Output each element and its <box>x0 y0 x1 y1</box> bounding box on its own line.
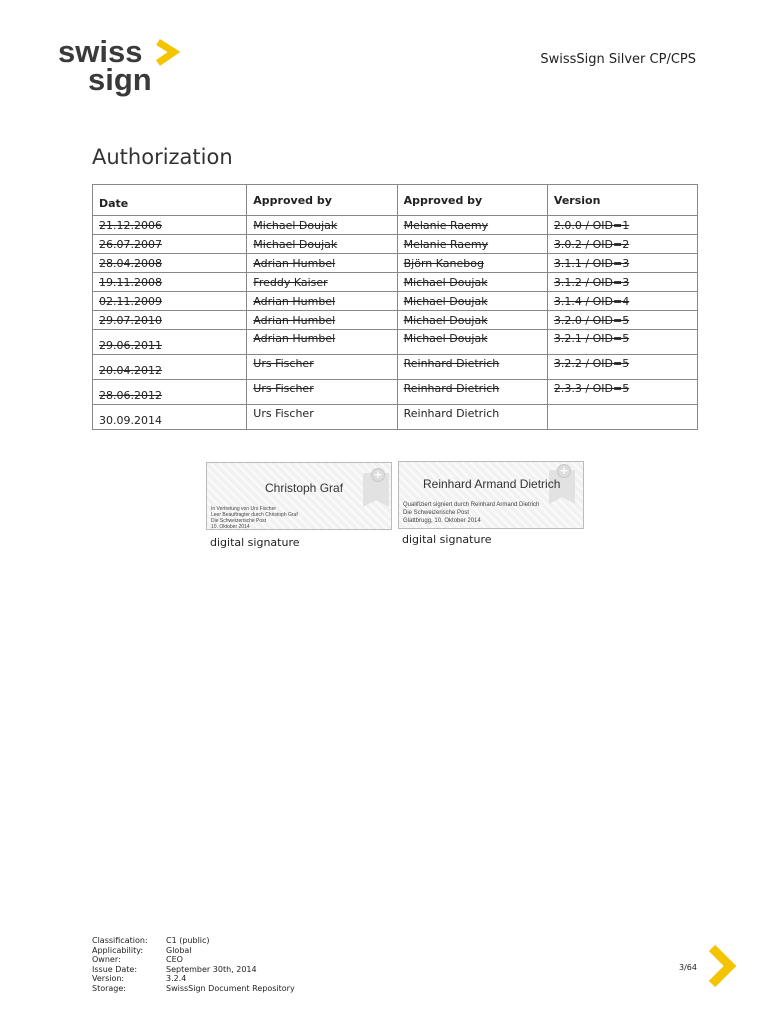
digital-signature-box-christoph-graf[interactable] <box>206 462 392 530</box>
document-footer <box>92 936 295 994</box>
cell-date: 30.09.2014 <box>93 405 247 430</box>
document-title: SwissSign Silver CP/CPS <box>540 52 696 67</box>
footer-row-owner <box>92 955 295 965</box>
table-row <box>93 254 698 273</box>
cell-approved-by-2: Michael Doujak <box>397 330 547 355</box>
table-row <box>93 235 698 254</box>
footer-label: Version: <box>92 974 125 984</box>
cell-approved-by-2: Melanie Raemy <box>397 235 547 254</box>
table-row <box>93 330 698 355</box>
logo-text-sign: sign <box>88 62 152 97</box>
footer-label: Owner: <box>92 955 121 965</box>
cell-date: 19.11.2008 <box>93 273 247 292</box>
signature-detail-line: In Vertretung von Urs Fischer <box>211 506 277 512</box>
footer-label: Applicability: <box>92 945 144 955</box>
footer-row-version <box>92 974 295 984</box>
footer-value: CEO <box>166 955 183 965</box>
cell-approved-by-1: Urs Fischer <box>247 380 397 405</box>
table-row <box>93 405 698 430</box>
plus-icon: + <box>557 464 571 478</box>
authorization-table <box>92 184 698 430</box>
plus-icon: + <box>371 468 385 482</box>
footer-row-issue-date <box>92 965 295 975</box>
swisssign-logo <box>58 36 188 98</box>
footer-row-applicability <box>92 946 295 956</box>
signature-detail-line: Die Schweizerische Post <box>211 518 267 524</box>
cell-approved-by-2: Björn Kanebog <box>397 254 547 273</box>
signature-detail-line: Glattbrugg, 10. Oktober 2014 <box>403 518 481 524</box>
column-header-approved-by-1: Approved by <box>247 185 397 216</box>
cell-approved-by-1: Adrian Humbel <box>247 254 397 273</box>
footer-value: 3.2.4 <box>166 974 187 984</box>
cell-version: 3.0.2 / OID=2 <box>547 235 697 254</box>
cell-date: 29.07.2010 <box>93 311 247 330</box>
column-header-date: Date <box>93 185 247 216</box>
footer-value: Global <box>166 945 192 955</box>
footer-label: Issue Date: <box>92 964 138 974</box>
table-row <box>93 355 698 380</box>
cell-approved-by-2: Reinhard Dietrich <box>397 380 547 405</box>
signature-details <box>211 506 298 530</box>
footer-row-classification <box>92 936 295 946</box>
column-header-approved-by-2: Approved by <box>397 185 547 216</box>
cell-date: 28.06.2012 <box>93 380 247 405</box>
column-header-version: Version <box>547 185 697 216</box>
cell-version <box>547 405 697 430</box>
table-row <box>93 216 698 235</box>
signer-name: Reinhard Armand Dietrich <box>423 477 561 491</box>
footer-label: Storage: <box>92 983 126 993</box>
cell-version: 2.3.3 / OID=5 <box>547 380 697 405</box>
page-title: Authorization <box>92 145 233 169</box>
footer-value: September 30th, 2014 <box>166 964 257 974</box>
cell-version: 3.1.2 / OID=3 <box>547 273 697 292</box>
cell-approved-by-2: Michael Doujak <box>397 292 547 311</box>
signature-detail-line: 10. Oktober 2014 <box>211 524 250 530</box>
cell-version: 2.0.0 / OID=1 <box>547 216 697 235</box>
signer-name: Christoph Graf <box>265 481 344 495</box>
signature-detail-line: Leer Beauftragter durch Christoph Graf <box>211 512 298 518</box>
cell-approved-by-1: Adrian Humbel <box>247 292 397 311</box>
footer-value: SwissSign Document Repository <box>166 983 295 993</box>
cell-approved-by-2: Melanie Raemy <box>397 216 547 235</box>
cell-approved-by-2: Reinhard Dietrich <box>397 355 547 380</box>
signature-caption: digital signature <box>402 533 492 546</box>
cell-approved-by-1: Urs Fischer <box>247 405 397 430</box>
footer-label: Classification: <box>92 936 148 945</box>
cell-version: 3.1.4 / OID=4 <box>547 292 697 311</box>
cell-date: 21.12.2006 <box>93 216 247 235</box>
table-row <box>93 380 698 405</box>
digital-signature-box-reinhard-dietrich[interactable] <box>398 461 584 529</box>
signature-details <box>403 501 539 525</box>
cell-approved-by-1: Freddy Kaiser <box>247 273 397 292</box>
cell-approved-by-1: Michael Doujak <box>247 216 397 235</box>
cell-date: 29.06.2011 <box>93 330 247 355</box>
signature-detail-line: Die Schweizerische Post <box>403 510 470 516</box>
cell-approved-by-1: Adrian Humbel <box>247 311 397 330</box>
table-row <box>93 273 698 292</box>
cell-version: 3.2.2 / OID=5 <box>547 355 697 380</box>
table-header-row <box>93 185 698 216</box>
cell-approved-by-2: Michael Doujak <box>397 311 547 330</box>
chevron-icon <box>706 944 738 988</box>
signature-caption: digital signature <box>210 536 300 549</box>
cell-date: 20.04.2012 <box>93 355 247 380</box>
cell-date: 02.11.2009 <box>93 292 247 311</box>
cell-approved-by-1: Michael Doujak <box>247 235 397 254</box>
cell-date: 28.04.2008 <box>93 254 247 273</box>
signature-detail-line: Qualifiziert signiert durch Reinhard Armand Dietrich <box>403 502 540 508</box>
footer-value: C1 (public) <box>166 936 210 945</box>
logo-chevron-icon <box>158 42 174 63</box>
footer-row-storage <box>92 984 295 994</box>
cell-version: 3.2.1 / OID=5 <box>547 330 697 355</box>
page-number: 3/64 <box>679 963 697 972</box>
cell-approved-by-2: Michael Doujak <box>397 273 547 292</box>
cell-date: 26.07.2007 <box>93 235 247 254</box>
cell-approved-by-1: Urs Fischer <box>247 355 397 380</box>
logo-text-swiss: swiss <box>58 36 143 69</box>
cell-approved-by-1: Adrian Humbel <box>247 330 397 355</box>
table-row <box>93 292 698 311</box>
cell-version: 3.2.0 / OID=5 <box>547 311 697 330</box>
table-row <box>93 311 698 330</box>
cell-version: 3.1.1 / OID=3 <box>547 254 697 273</box>
cell-approved-by-2: Reinhard Dietrich <box>397 405 547 430</box>
